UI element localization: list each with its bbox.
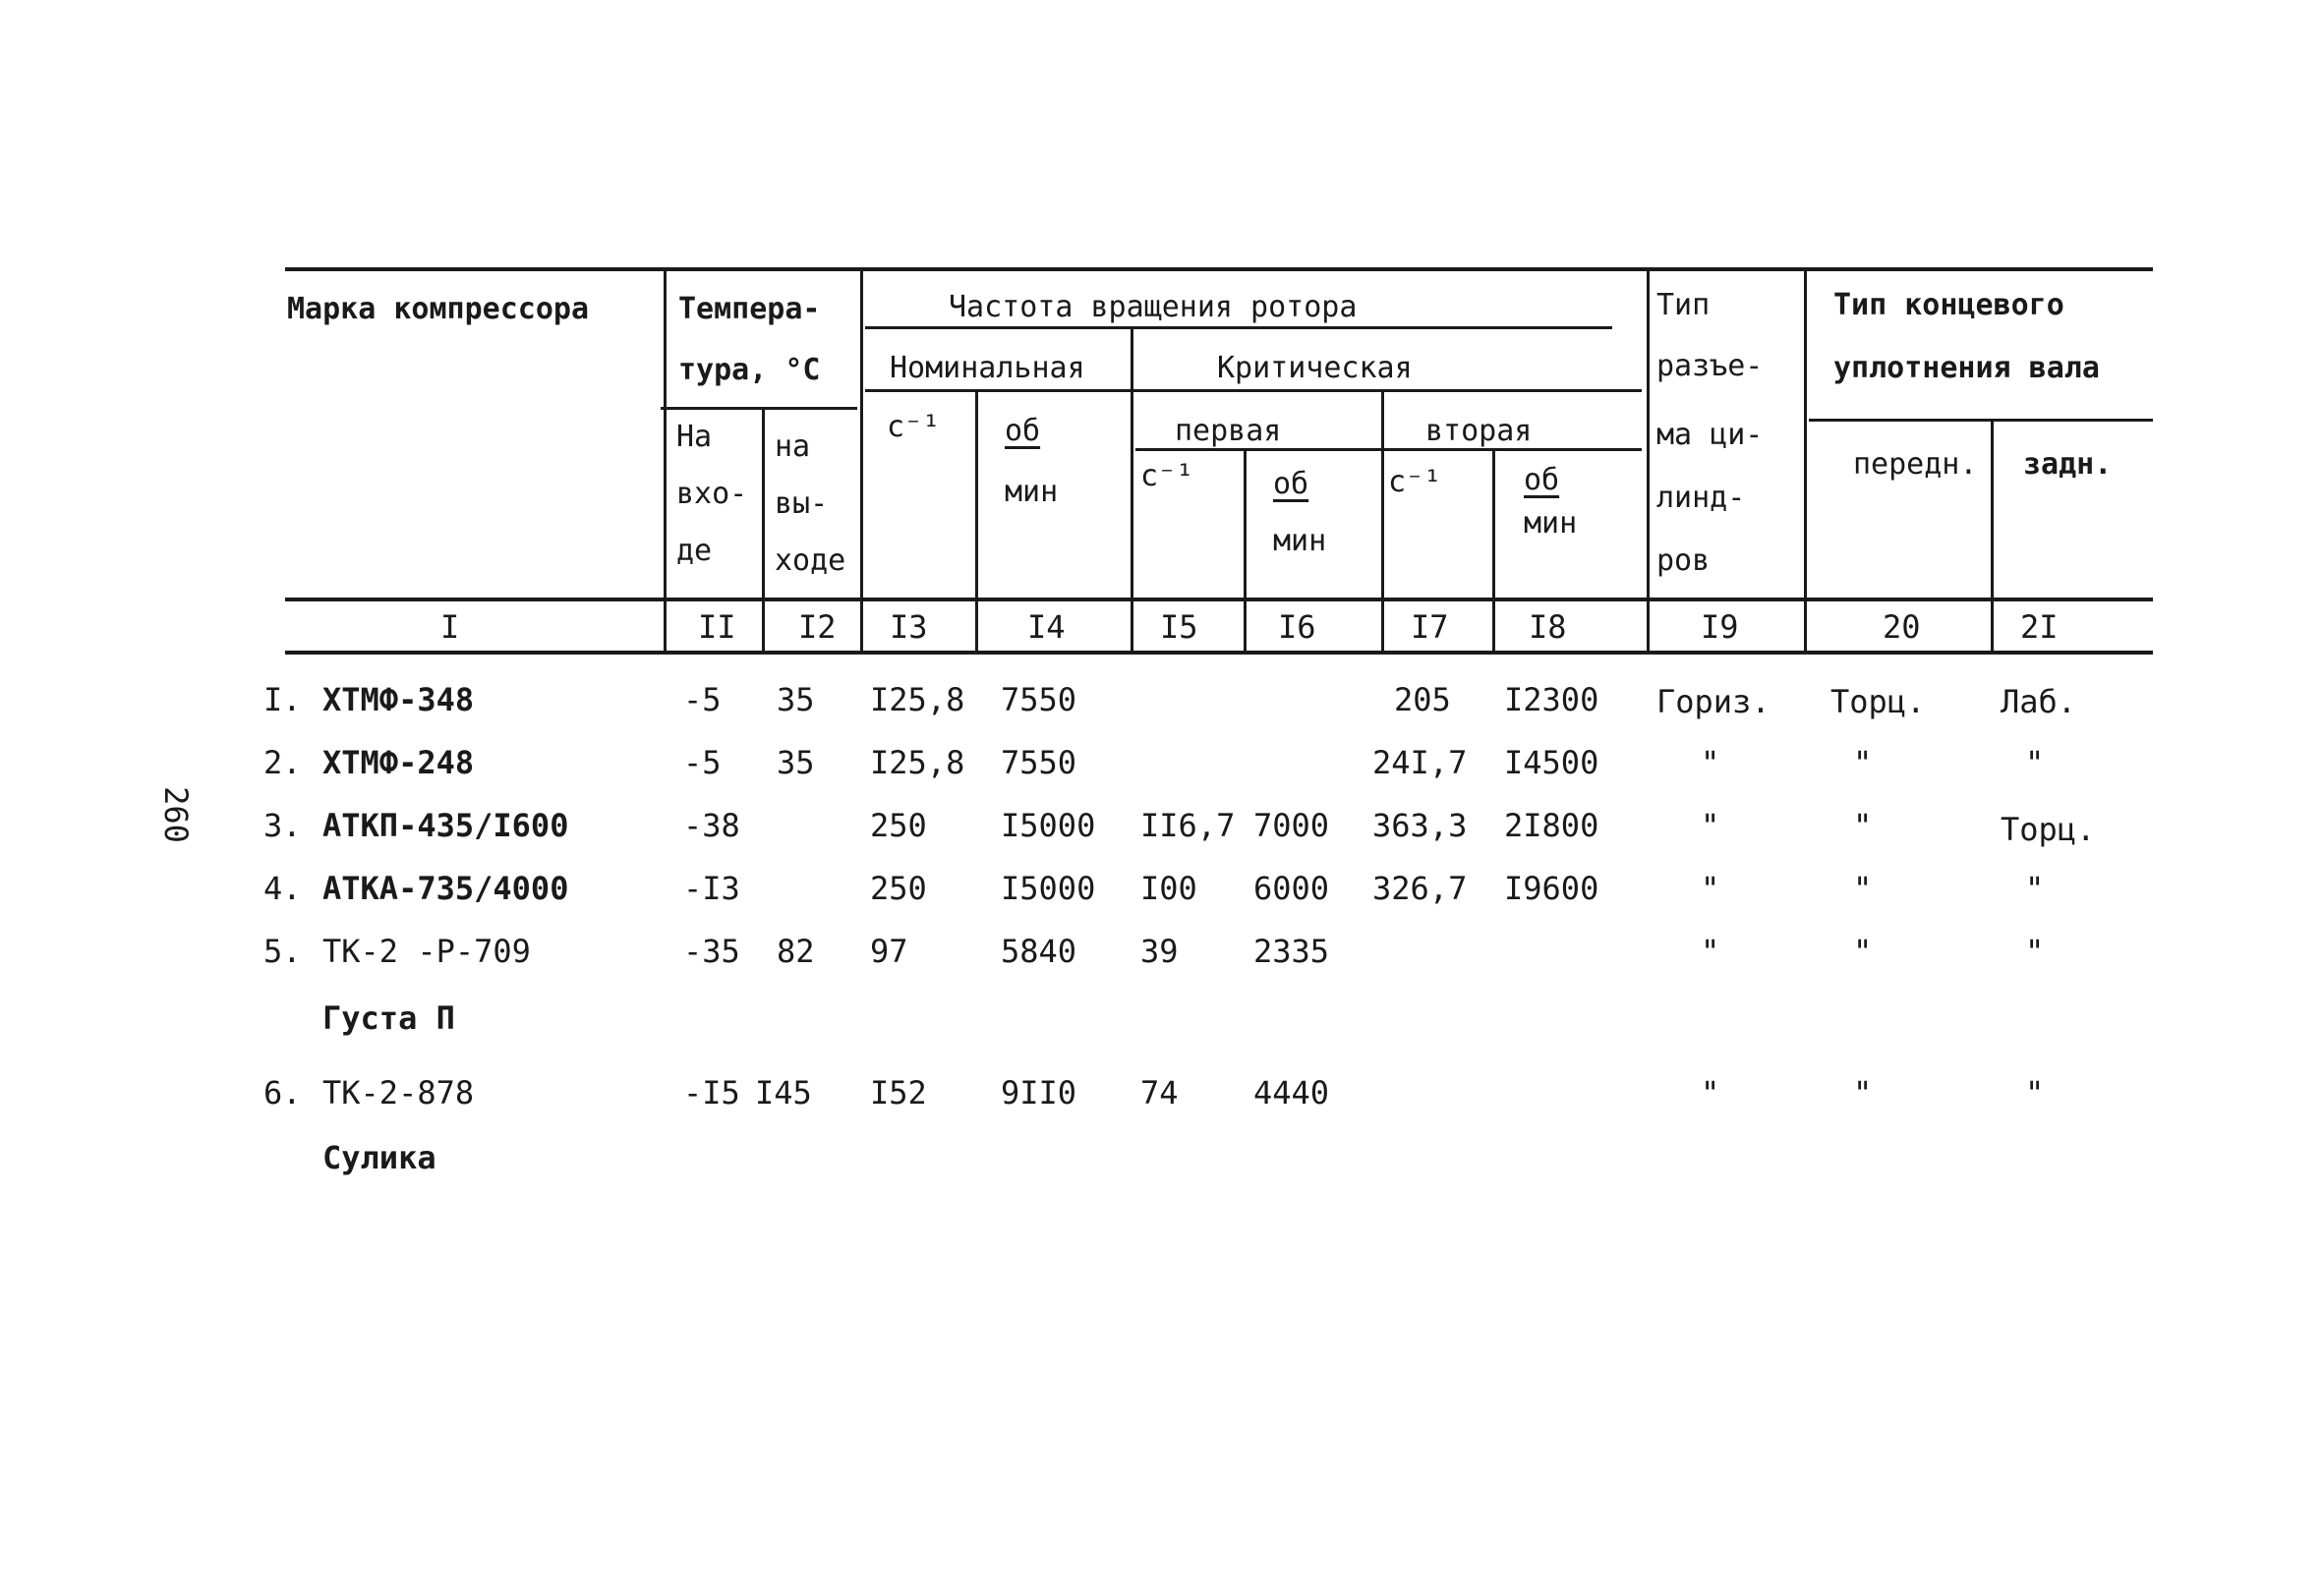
crit2-ob: I9600: [1504, 870, 1599, 907]
crit1-ob: 2335: [1253, 933, 1330, 970]
header-c1-unit-s: с⁻¹: [1140, 459, 1194, 493]
razem-type: ": [1701, 1074, 1720, 1112]
crit1-s: 74: [1140, 1074, 1179, 1112]
header-temp-in-2: вхо-: [676, 477, 748, 511]
header-marka: Марка компрессора: [287, 292, 590, 326]
row-number: I.: [263, 681, 302, 718]
col-divider: [860, 267, 863, 651]
header-temp-out-1: на: [775, 429, 811, 464]
header-temp-line2: тура, °С: [678, 353, 821, 387]
temp-in: -35: [683, 933, 740, 970]
row-number: 4.: [263, 870, 302, 907]
temp-out: 35: [777, 744, 815, 781]
col-divider: [1991, 419, 1994, 651]
razem-type: ": [1701, 744, 1720, 781]
seal-rear: ": [2025, 744, 2045, 781]
first-second-underline: [1135, 448, 1642, 451]
col-number: I7: [1411, 608, 1449, 646]
temp-underline: [661, 407, 857, 410]
crit1-s: 39: [1140, 933, 1179, 970]
header-nom-unit-ob: об: [1005, 414, 1041, 448]
col-number: I9: [1701, 608, 1739, 646]
header-seal-line2: уплотнения вала: [1833, 351, 2100, 385]
page-number: 260: [156, 786, 195, 843]
razem-type: ": [1701, 870, 1720, 907]
nominal-s: I25,8: [870, 744, 965, 781]
col-number: II: [698, 608, 736, 646]
header-nominal: Номинальная: [890, 351, 1085, 385]
temp-out: 82: [777, 933, 815, 970]
header-razem-3: ма ци-: [1656, 418, 1764, 452]
col-divider: [762, 407, 765, 651]
seal-rear: ": [2025, 870, 2045, 907]
col-number: I: [440, 608, 460, 646]
col-divider: [1244, 448, 1247, 651]
col-divider: [1381, 389, 1384, 651]
header-razem-4: линд-: [1656, 481, 1746, 515]
crit2-s: 24I,7: [1372, 744, 1468, 781]
col-divider: [1647, 267, 1650, 651]
crit1-s: II6,7: [1140, 807, 1236, 844]
crit1-ob: 7000: [1253, 807, 1330, 844]
seal-rear: ": [2025, 1074, 2045, 1112]
header-temp-in-1: На: [676, 420, 713, 454]
seal-rear: Торц.: [2001, 811, 2096, 848]
header-seal-line1: Тип концевого: [1833, 288, 2064, 322]
nominal-critical-underline: [865, 389, 1642, 392]
crit2-ob: I4500: [1504, 744, 1599, 781]
col-number-rule: [285, 651, 2153, 655]
header-first: первая: [1175, 414, 1282, 448]
col-number: I2: [798, 608, 837, 646]
crit2-ob: I2300: [1504, 681, 1599, 718]
nominal-s: 250: [870, 807, 927, 844]
header-c2-unit-s: с⁻¹: [1388, 465, 1442, 499]
header-nom-unit-min: мин: [1005, 475, 1059, 509]
temp-in: -5: [683, 681, 722, 718]
col-number: I4: [1027, 608, 1066, 646]
compressor-name: ТК-2-878: [322, 1074, 475, 1112]
row-number: 6.: [263, 1074, 302, 1112]
col-divider: [1492, 448, 1495, 651]
temp-in: -I3: [683, 870, 740, 907]
row-number: 2.: [263, 744, 302, 781]
header-nom-unit-s: с⁻¹: [887, 410, 941, 444]
header-temp-line1: Темпера-: [678, 292, 821, 326]
temp-in: -5: [683, 744, 722, 781]
crit2-s: 363,3: [1372, 807, 1468, 844]
crit2-ob: 2I800: [1504, 807, 1599, 844]
freq-underline: [865, 326, 1612, 329]
nominal-s: 250: [870, 870, 927, 907]
nominal-s: 97: [870, 933, 908, 970]
razem-type: Гориз.: [1656, 683, 1771, 720]
seal-underline: [1809, 419, 2153, 422]
col-divider: [664, 267, 667, 651]
nominal-ob: I5000: [1001, 807, 1096, 844]
compressor-name: АТКА-735/4000: [322, 870, 569, 907]
compressor-name-line2: Сулика: [322, 1139, 436, 1176]
header-temp-out-3: ходе: [775, 543, 846, 578]
seal-rear: Лаб.: [2001, 683, 2077, 720]
seal-front: ": [1853, 744, 1873, 781]
compressor-name: ХТМФ-348: [322, 681, 475, 718]
temp-out: I45: [755, 1074, 812, 1112]
col-number: I5: [1160, 608, 1198, 646]
col-divider: [975, 389, 978, 651]
temp-in: -38: [683, 807, 740, 844]
header-bottom-rule: [285, 598, 2153, 601]
col-number: 20: [1883, 608, 1921, 646]
seal-front: ": [1853, 870, 1873, 907]
col-number: I3: [890, 608, 928, 646]
header-c1-unit-ob: об: [1273, 467, 1309, 501]
row-number: 3.: [263, 807, 302, 844]
header-c2-unit-ob: об: [1524, 463, 1560, 497]
crit1-ob: 6000: [1253, 870, 1330, 907]
table-top-rule: [285, 267, 2153, 271]
temp-in: -I5: [683, 1074, 740, 1112]
crit1-ob: 4440: [1253, 1074, 1330, 1112]
nominal-s: I25,8: [870, 681, 965, 718]
nominal-ob: 9II0: [1001, 1074, 1077, 1112]
seal-front: ": [1853, 807, 1873, 844]
header-razem-1: Тип: [1656, 288, 1711, 322]
nominal-s: I52: [870, 1074, 927, 1112]
header-c1-unit-min: мин: [1273, 524, 1327, 558]
crit1-s: I00: [1140, 870, 1197, 907]
razem-type: ": [1701, 933, 1720, 970]
crit2-s: 326,7: [1372, 870, 1468, 907]
nominal-ob: 5840: [1001, 933, 1077, 970]
nominal-ob: 7550: [1001, 681, 1077, 718]
col-number: I8: [1529, 608, 1567, 646]
header-razem-2: разъе-: [1656, 349, 1764, 383]
compressor-name: ТК-2 -Р-709: [322, 933, 531, 970]
seal-front: ": [1853, 933, 1873, 970]
nominal-ob: 7550: [1001, 744, 1077, 781]
row-number: 5.: [263, 933, 302, 970]
compressor-name: АТКП-435/I600: [322, 807, 569, 844]
col-number: I6: [1278, 608, 1316, 646]
seal-front: Торц.: [1830, 683, 1926, 720]
header-rear: задн.: [2023, 447, 2113, 482]
seal-rear: ": [2025, 933, 2045, 970]
header-front: передн.: [1853, 447, 1978, 482]
crit2-s: 205: [1394, 681, 1451, 718]
razem-type: ": [1701, 807, 1720, 844]
col-divider: [1131, 326, 1133, 651]
col-number: 2I: [2020, 608, 2059, 646]
compressor-name-line2: Густа П: [322, 999, 455, 1037]
header-second: вторая: [1425, 414, 1533, 448]
header-razem-5: ров: [1656, 543, 1711, 578]
nominal-ob: I5000: [1001, 870, 1096, 907]
header-critical: Критическая: [1217, 351, 1413, 385]
header-freq: Частота вращения ротора: [949, 290, 1358, 324]
temp-out: 35: [777, 681, 815, 718]
header-c2-unit-min: мин: [1524, 506, 1578, 541]
col-divider: [1804, 267, 1807, 651]
header-temp-out-2: вы-: [775, 486, 829, 521]
seal-front: ": [1853, 1074, 1873, 1112]
header-temp-in-3: де: [676, 534, 713, 568]
compressor-name: ХТМФ-248: [322, 744, 475, 781]
